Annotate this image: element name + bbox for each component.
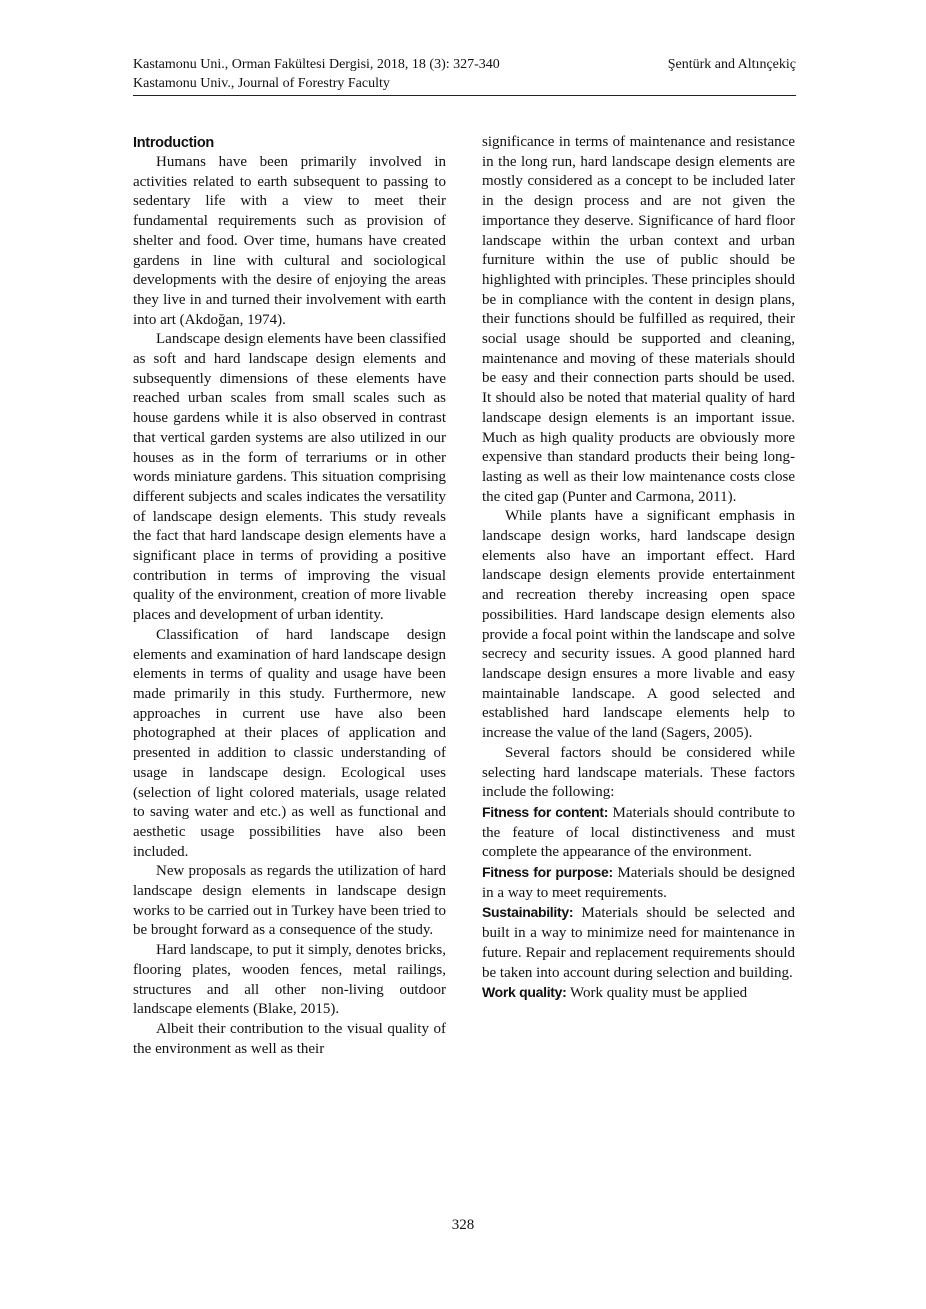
- criterion-text: Materials should be selected and built in a way to minimize need for maintenance in future. Repair and replacement requirements should be taken into account during selection and building.: [482, 905, 795, 981]
- page-number: 328: [451, 1217, 475, 1233]
- paragraph: Humans have been primarily involved in activities related to earth subsequent to passing to sedentary life with a view to meet their fundamental requirements such as provision of shelter and food. Over time, humans have created gardens in line with cultural and sociological developments with the desire of enjoying the areas they live in and turned their involvement with earth into art (Akdoğan, 1974).: [133, 154, 446, 328]
- paragraph: Albeit their contribution to the visual quality of the environment as well as their: [133, 1020, 446, 1057]
- running-header: [133, 55, 796, 96]
- paragraph: significance in terms of maintenance and resistance in the long run, hard landscape design elements are mostly considered as a concept to be included later in the design process and are not given the importance they deserve. Significance of hard floor landscape within the urban context and urban furniture within the use of public should be highlighted with principles. These principles should be in compliance with the content in design plans, their functions should be fulfilled as required, their social usage should be supported and cleaning, maintenance and moving of these materials should be easy and their connection parts should be used. It should also be noted that material quality of hard landscape design elements is an important issue. Much as high quality products are obviously more expensive than standard products their being long-lasting as well as their low maintenance costs close the cited gap (Punter and Carmona, 2011).: [482, 134, 795, 505]
- criterion-term: Fitness for content:: [482, 803, 609, 820]
- criterion-term: Sustainability:: [482, 904, 574, 921]
- paragraph: While plants have a significant emphasis in landscape design works, hard landscape design elements also have an important effect. Hard landscape design elements provide entertainment and recreation thereby increasing open space possibilities. Hard landscape design elements also provide a focal point within the landscape and solve secrecy and security issues. A good planned hard landscape design ensures a more livable and easy maintainable landscape. A good selected and established hard landscape elements help to increase the value of the land (Sagers, 2005).: [482, 508, 795, 742]
- criterion-term: Work quality:: [482, 984, 567, 1001]
- criterion: [482, 983, 795, 1004]
- journal-citation: Kastamonu Uni., Orman Fakültesi Dergisi, 2018, 18 (3): 327-340: [133, 57, 500, 72]
- right-column: [482, 133, 795, 1004]
- paragraph: Hard landscape, to put it simply, denotes bricks, flooring plates, wooden fences, metal railings, structures and all other non-living outdoor landscape elements (Blake, 2015).: [133, 942, 446, 1018]
- authors: Şentürk and Altınçekiç: [667, 57, 796, 72]
- left-column: [133, 133, 446, 1059]
- criterion: [482, 903, 795, 983]
- paragraph: Several factors should be considered while selecting hard landscape materials. These factors include the following:: [482, 744, 795, 801]
- journal-name: Kastamonu Univ., Journal of Forestry Faculty: [133, 76, 390, 91]
- paragraph: Classification of hard landscape design elements and examination of hard landscape design elements in terms of quality and usage have been made primarily in this study. Furthermore, new approaches in current use have also been photographed at their places of application and presented in addition to classic understanding of usage in landscape design. Ecological uses (selection of light colored materials, usage related to saving water and etc.) as well as functional and aesthetic usage possibilities have also been included.: [133, 626, 446, 860]
- criterion-term: Fitness for purpose:: [482, 864, 613, 881]
- paragraph: Landscape design elements have been classified as soft and hard landscape design elements and subsequently dimensions of these elements have reached urban scales from small scales such as house gardens while it is also observed in contrast that vertical garden systems are also utilized in our houses as in the form of terrariums or in other words miniature gardens. This situation comprising different subjects and scales indicates the versatility of landscape design elements. This study reveals the fact that hard landscape design elements have a significant place in terms of providing a positive contribution in terms of improving the visual quality of the environment, creation of more livable places and development of urban identity.: [133, 331, 446, 624]
- paragraph: New proposals as regards the utilization of hard landscape design elements in landscape design works to be carried out in Turkey have been tried to be brought forward as a consequence of the study.: [133, 863, 446, 939]
- section-heading: Introduction: [133, 135, 214, 151]
- criterion-text: Materials should contribute to the feature of local distinctiveness and must complete the appearance of the environment.: [482, 804, 796, 861]
- criterion-text: Materials should be designed in a way to meet requirements.: [482, 865, 795, 901]
- criterion: [482, 803, 795, 863]
- criterion: [482, 863, 795, 903]
- criterion-text: Work quality must be applied: [566, 985, 748, 1002]
